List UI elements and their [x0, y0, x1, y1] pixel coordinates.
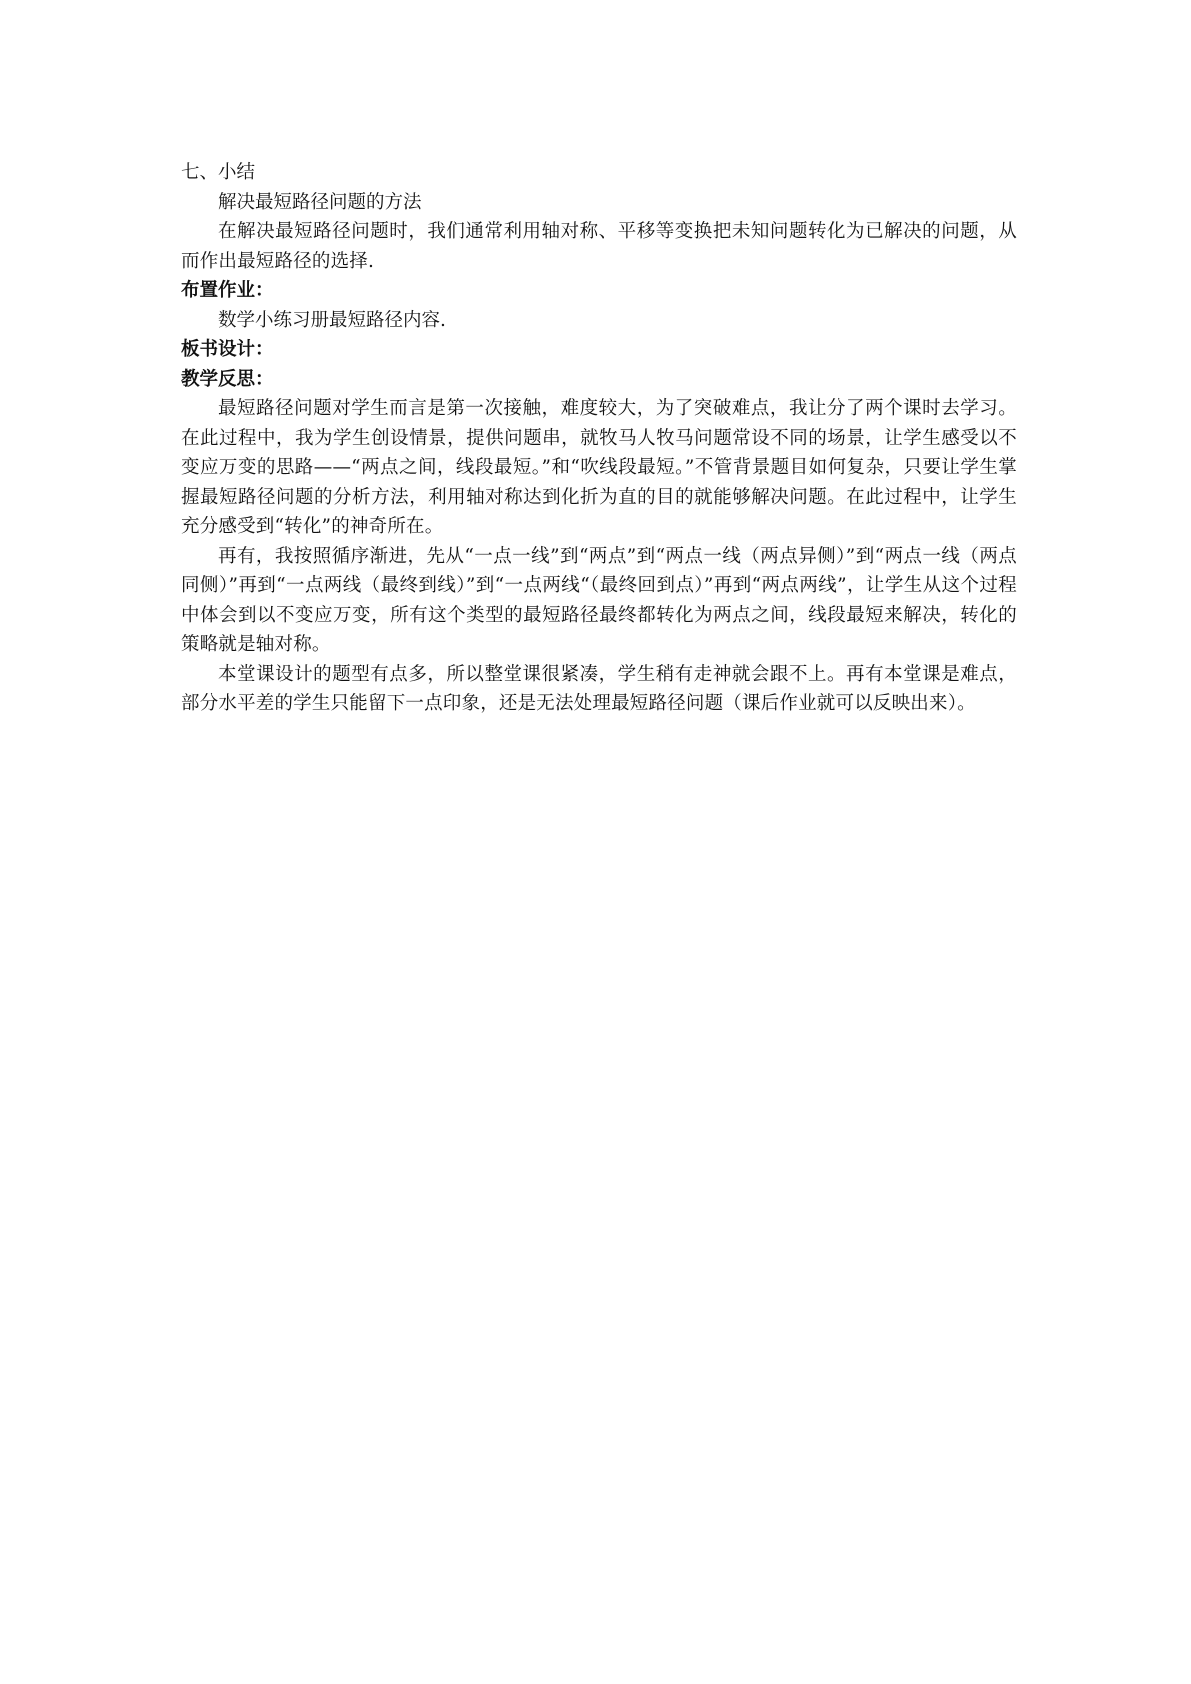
summary-heading: 七、小结 — [181, 162, 256, 183]
method-title: 解决最短路径问题的方法 — [218, 191, 422, 213]
reflection-heading: 教学反思： — [181, 368, 274, 390]
document-page — [181, 158, 1017, 719]
homework-text: 数学小练习册最短路径内容. — [218, 309, 446, 331]
board-design-heading: 板书设计： — [181, 339, 274, 360]
reflection-paragraph: 最短路径问题对学生而言是第一次接触，难度较大，为了突破难点，我让分了两个课时去学习。在此过程中，我为学生创设情景，提供问题串，就牧马人牧马问题常设不同的场景，让学生感受以不变应万变的思路——“两点之间，线段最短。”和“吹线段最短。”不管背景题目如何复杂，只要让学生掌握最短路径问题的分析方法，利用轴对称达到化折为直的目的就能够解决问题。在此过程中，让学生充分感受到“转化”的神奇所在。 — [181, 398, 1017, 537]
reflection-paragraph: 本堂课设计的题型有点多，所以整堂课很紧凑，学生稍有走神就会跟不上。再有本堂课是难点，部分水平差的学生只能留下一点印象，还是无法处理最短路径问题（课后作业就可以反映出来）。 — [181, 663, 1017, 714]
reflection-paragraph: 再有，我按照循序渐进，先从“一点一线”到“两点”到“两点一线（两点异侧）”到“两点一线（两点同侧）”再到“一点两线（最终到线）”到“一点两线“（最终回到点）”再到“两点两线”，让学生从这个过程中体会到以不变应万变，所有这个类型的最短路径最终都转化为两点之间，线段最短来解决，转化的策略就是轴对称。 — [181, 545, 1017, 655]
homework-heading: 布置作业： — [181, 280, 274, 301]
method-text: 在解决最短路径问题时，我们通常利用轴对称、平移等变换把未知问题转化为已解决的问题，从而作出最短路径的选择. — [181, 221, 1017, 272]
